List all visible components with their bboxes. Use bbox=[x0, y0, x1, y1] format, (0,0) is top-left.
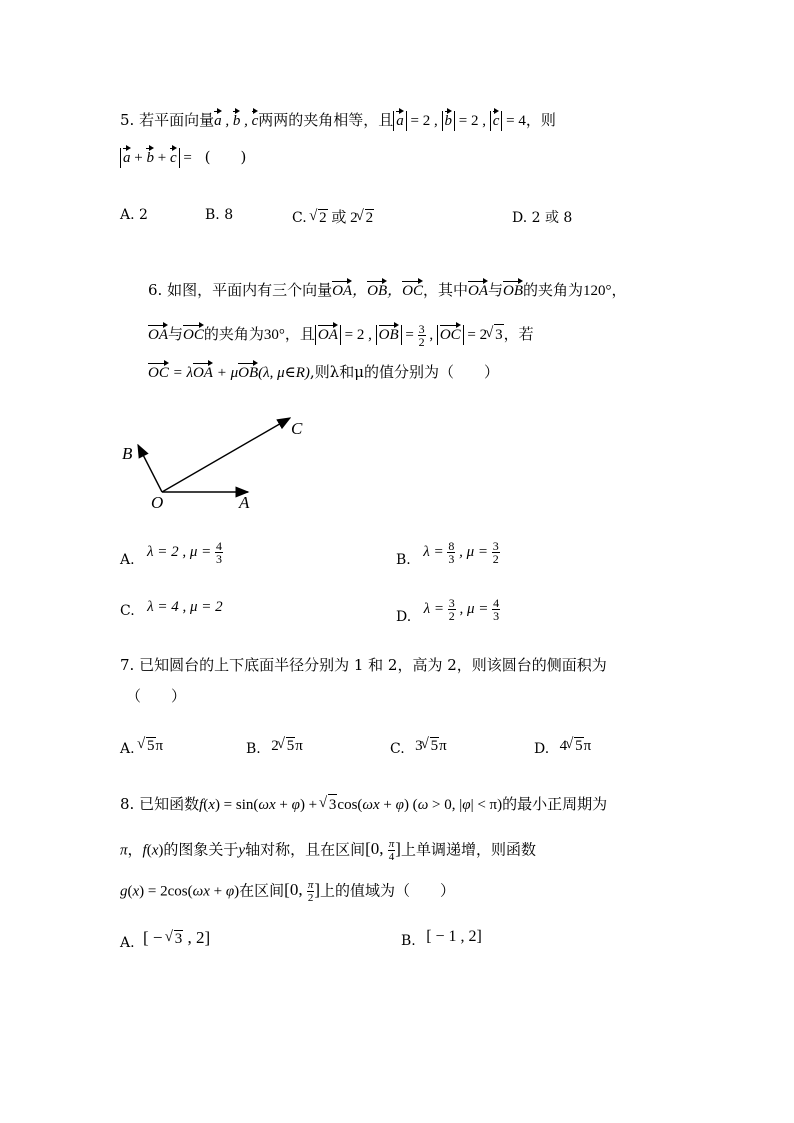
q5-option-b: B. 8 bbox=[205, 207, 234, 223]
q5-conditions: a = 2 , b = 2 , c = 4 bbox=[393, 113, 526, 129]
q8-line-1: 8. 已知函数f(x) = sin(ωx + φ) + √ 3cos(ωx + φ) (ω > 0, |φ| < π)的最小正周期为 bbox=[120, 794, 607, 815]
q5-answer-paren: ( ) bbox=[204, 148, 247, 166]
q8-line-3: g(x) = 2cos(ωx + φ)在区间[0, $\frac{\pi}{2}$ ]上的值域为（ ） bbox=[120, 879, 456, 904]
label-o: O bbox=[151, 493, 164, 512]
vector-ob-arrow bbox=[138, 445, 162, 492]
q6-line-1: 6. 如图，平面内有三个向量OA，OB，OC，其中OA与OB的夹角为120°， bbox=[148, 281, 627, 299]
q6-line-2: OA与OC的夹角为30°，且 OA = 2 , OB = $\frac{3}{2}$ , OC = 2√ 3，若 bbox=[148, 323, 534, 348]
q7-option-c: C. 3√ 5π bbox=[390, 740, 447, 758]
q5-stem-start: 5. 若平面向量 bbox=[120, 111, 215, 129]
q6-option-b: B. λ = $\frac{8}{3}$ , μ = $\frac{3}{2}$ bbox=[396, 539, 499, 568]
q8-option-b: B. [ − 1 , 2] bbox=[401, 928, 482, 949]
label-a: A bbox=[239, 493, 250, 512]
q6-line-3: OC = λOA + μOB(λ, μ∈R),则λ和μ的值分别为（ ） bbox=[148, 363, 499, 381]
q6-vector-figure bbox=[110, 405, 330, 520]
q5-line-2 bbox=[120, 147, 246, 168]
q7-line-1: 7. 已知圆台的上下底面半径分别为 1 和 2，高为 2，则该圆台的侧面积为 bbox=[120, 656, 607, 674]
q7-option-a: A. √ 5π bbox=[120, 740, 163, 758]
q5-vectors: a , b , c bbox=[214, 113, 259, 129]
q7-option-b: B. 2√ 5π bbox=[246, 740, 303, 758]
q5-option-d: D. 2 或 8 bbox=[512, 210, 573, 226]
q5-expression: a + b + c = bbox=[120, 150, 192, 166]
q5-stem-end: ，则 bbox=[525, 111, 556, 129]
q6-option-d: D. λ = $\frac{3}{2}$ , μ = $\frac{4}{3}$ bbox=[396, 596, 500, 625]
label-c: C bbox=[291, 419, 303, 438]
q5-line-1 bbox=[120, 110, 556, 131]
q5-option-c: C. √ 2 或 2√ 2 bbox=[292, 206, 374, 227]
q7-option-d: D. 4√ 5π bbox=[534, 740, 591, 758]
q5-stem-mid: 两两的夹角相等，且 bbox=[258, 111, 394, 129]
q7-line-2: （ ） bbox=[126, 687, 187, 705]
vector-oc-arrow bbox=[162, 418, 290, 492]
q8-line-2: π，f(x)的图象关于y轴对称，且在区间[0, $\frac{\pi}{4}$ ]上单调递增，则函数 bbox=[120, 838, 536, 863]
q5-option-a: A. 2 bbox=[120, 207, 148, 223]
q6-option-c: C. λ = 4 , μ = 2 bbox=[120, 599, 223, 619]
q8-option-a: A. [ − √ 3 , 2] bbox=[120, 932, 210, 952]
q6-option-a: A. λ = 2 , μ = $\frac{4}{3}$ bbox=[120, 539, 223, 568]
label-b: B bbox=[122, 444, 133, 463]
